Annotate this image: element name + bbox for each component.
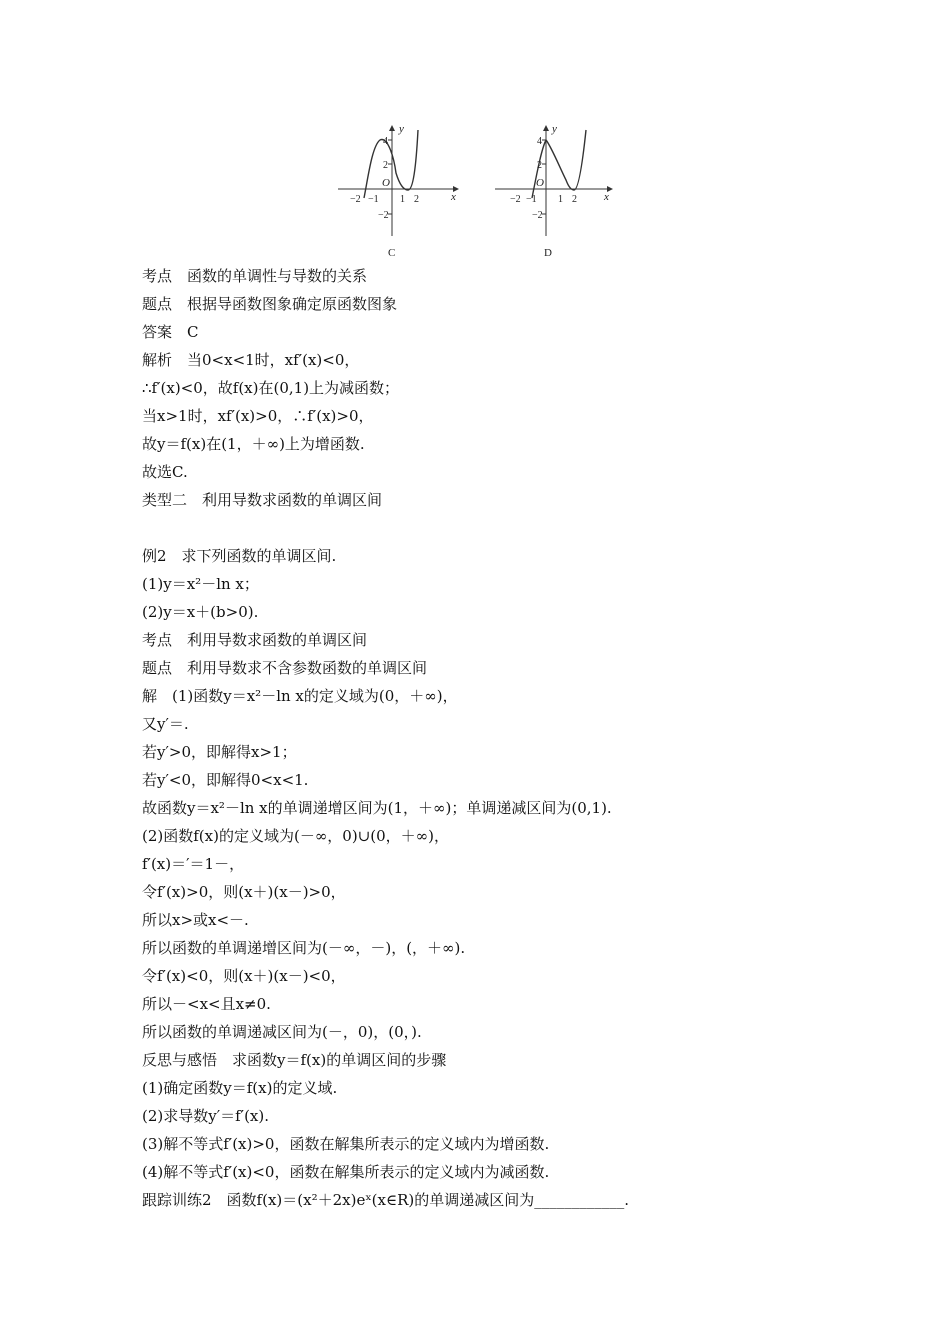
- x-tick-1-c: 1: [400, 194, 405, 205]
- x-axis-label-d: x: [604, 191, 609, 203]
- reflection-step: (3)解不等式f′(x)>0，函数在解集所表示的定义域内为增函数.: [142, 1135, 550, 1153]
- y-axis-label-c: y: [399, 123, 404, 135]
- example-item: (2)y＝x＋(b>0).: [142, 603, 259, 621]
- graph-c: [338, 123, 458, 259]
- question-point-line: 题点 根据导函数图象确定原函数图象: [142, 295, 398, 313]
- origin-label-c: O: [382, 177, 390, 189]
- solution-line: 令f′(x)>0，则(x＋)(x－)>0，: [142, 883, 346, 901]
- x-axis-label-c: x: [451, 191, 456, 203]
- example-title: 例2 求下列函数的单调区间.: [142, 547, 337, 565]
- x-tick-neg2-d: −2: [510, 194, 521, 205]
- example-item: (1)y＝x²－ln x；: [142, 575, 259, 593]
- practice-question: 跟踪训练2 函数f(x)＝(x²＋2x)eˣ(x∈R)的单调递减区间为____________.: [142, 1191, 630, 1209]
- reflection-step: (4)解不等式f′(x)<0，函数在解集所表示的定义域内为减函数.: [142, 1163, 550, 1181]
- reflection-step: (2)求导数y′＝f′(x).: [142, 1107, 270, 1125]
- x-tick-neg1-d: −1: [526, 194, 537, 205]
- x-tick-neg2-c: −2: [350, 194, 361, 205]
- solution-line: 所以－<x<且x≠0.: [142, 995, 271, 1013]
- reflection-title: 反思与感悟 求函数y＝f(x)的单调区间的步骤: [142, 1051, 447, 1069]
- section-heading: 类型二 利用导数求函数的单调区间: [142, 491, 383, 509]
- y-tick-2-c: 2: [383, 160, 388, 171]
- x-tick-2-d: 2: [572, 194, 577, 205]
- analysis-line: 当x>1时，xf′(x)>0，∴f′(x)>0，: [142, 407, 374, 425]
- solution-line: 所以x>或x<－.: [142, 911, 249, 929]
- topic-line: 考点 利用导数求函数的单调区间: [142, 631, 368, 649]
- document-body: [142, 262, 822, 1214]
- x-tick-1-d: 1: [558, 194, 563, 205]
- answer-line: 答案 C: [142, 323, 199, 341]
- origin-label-d: O: [536, 177, 544, 189]
- analysis-line: 故y＝f(x)在(1，＋∞)上为增函数.: [142, 435, 365, 453]
- y-axis-label-d: y: [552, 123, 557, 135]
- reflection-step: (1)确定函数y＝f(x)的定义域.: [142, 1079, 338, 1097]
- analysis-line: 故选C.: [142, 463, 188, 481]
- solution-line: (2)函数f(x)的定义域为(－∞，0)∪(0，＋∞)，: [142, 827, 450, 845]
- topic-line: 考点 函数的单调性与导数的关系: [142, 267, 368, 285]
- solution-line: 又y′＝.: [142, 715, 189, 733]
- solution-line: 若y′<0，即解得0<x<1.: [142, 771, 309, 789]
- x-tick-neg1-c: −1: [368, 194, 379, 205]
- solution-line: f′(x)＝′＝1－，: [142, 855, 245, 873]
- solution-line: 所以函数的单调递减区间为(－，0)，(0，).: [142, 1023, 422, 1041]
- blank-line: [142, 514, 822, 542]
- solution-line: 解 (1)函数y＝x²－ln x的定义域为(0，＋∞)，: [142, 687, 458, 705]
- graph-figures: [330, 118, 630, 263]
- solution-line: 故函数y＝x²－ln x的单调递增区间为(1，＋∞)；单调递减区间为(0,1).: [142, 799, 612, 817]
- panel-label-c: C: [388, 247, 396, 259]
- y-tick-4-c: 4: [383, 136, 388, 147]
- graph-d: [495, 123, 612, 259]
- question-point-line: 题点 利用导数求不含参数函数的单调区间: [142, 659, 428, 677]
- solution-line: 令f′(x)<0，则(x＋)(x－)<0，: [142, 967, 346, 985]
- solution-line: 若y′>0，即解得x>1；: [142, 743, 297, 761]
- y-tick-2-d: 2: [537, 160, 542, 171]
- graphs-svg: [330, 118, 630, 263]
- y-tick-4-d: 4: [537, 136, 542, 147]
- y-tick-neg2-c: −2: [378, 210, 389, 221]
- analysis-line: ∴f′(x)<0，故f(x)在(0,1)上为减函数；: [142, 379, 400, 397]
- panel-label-d: D: [544, 247, 552, 259]
- analysis-line: 解析 当0<x<1时，xf′(x)<0，: [142, 351, 360, 369]
- solution-line: 所以函数的单调递增区间为(－∞，－)，(，＋∞).: [142, 939, 466, 957]
- x-tick-2-c: 2: [414, 194, 419, 205]
- y-tick-neg2-d: −2: [532, 210, 543, 221]
